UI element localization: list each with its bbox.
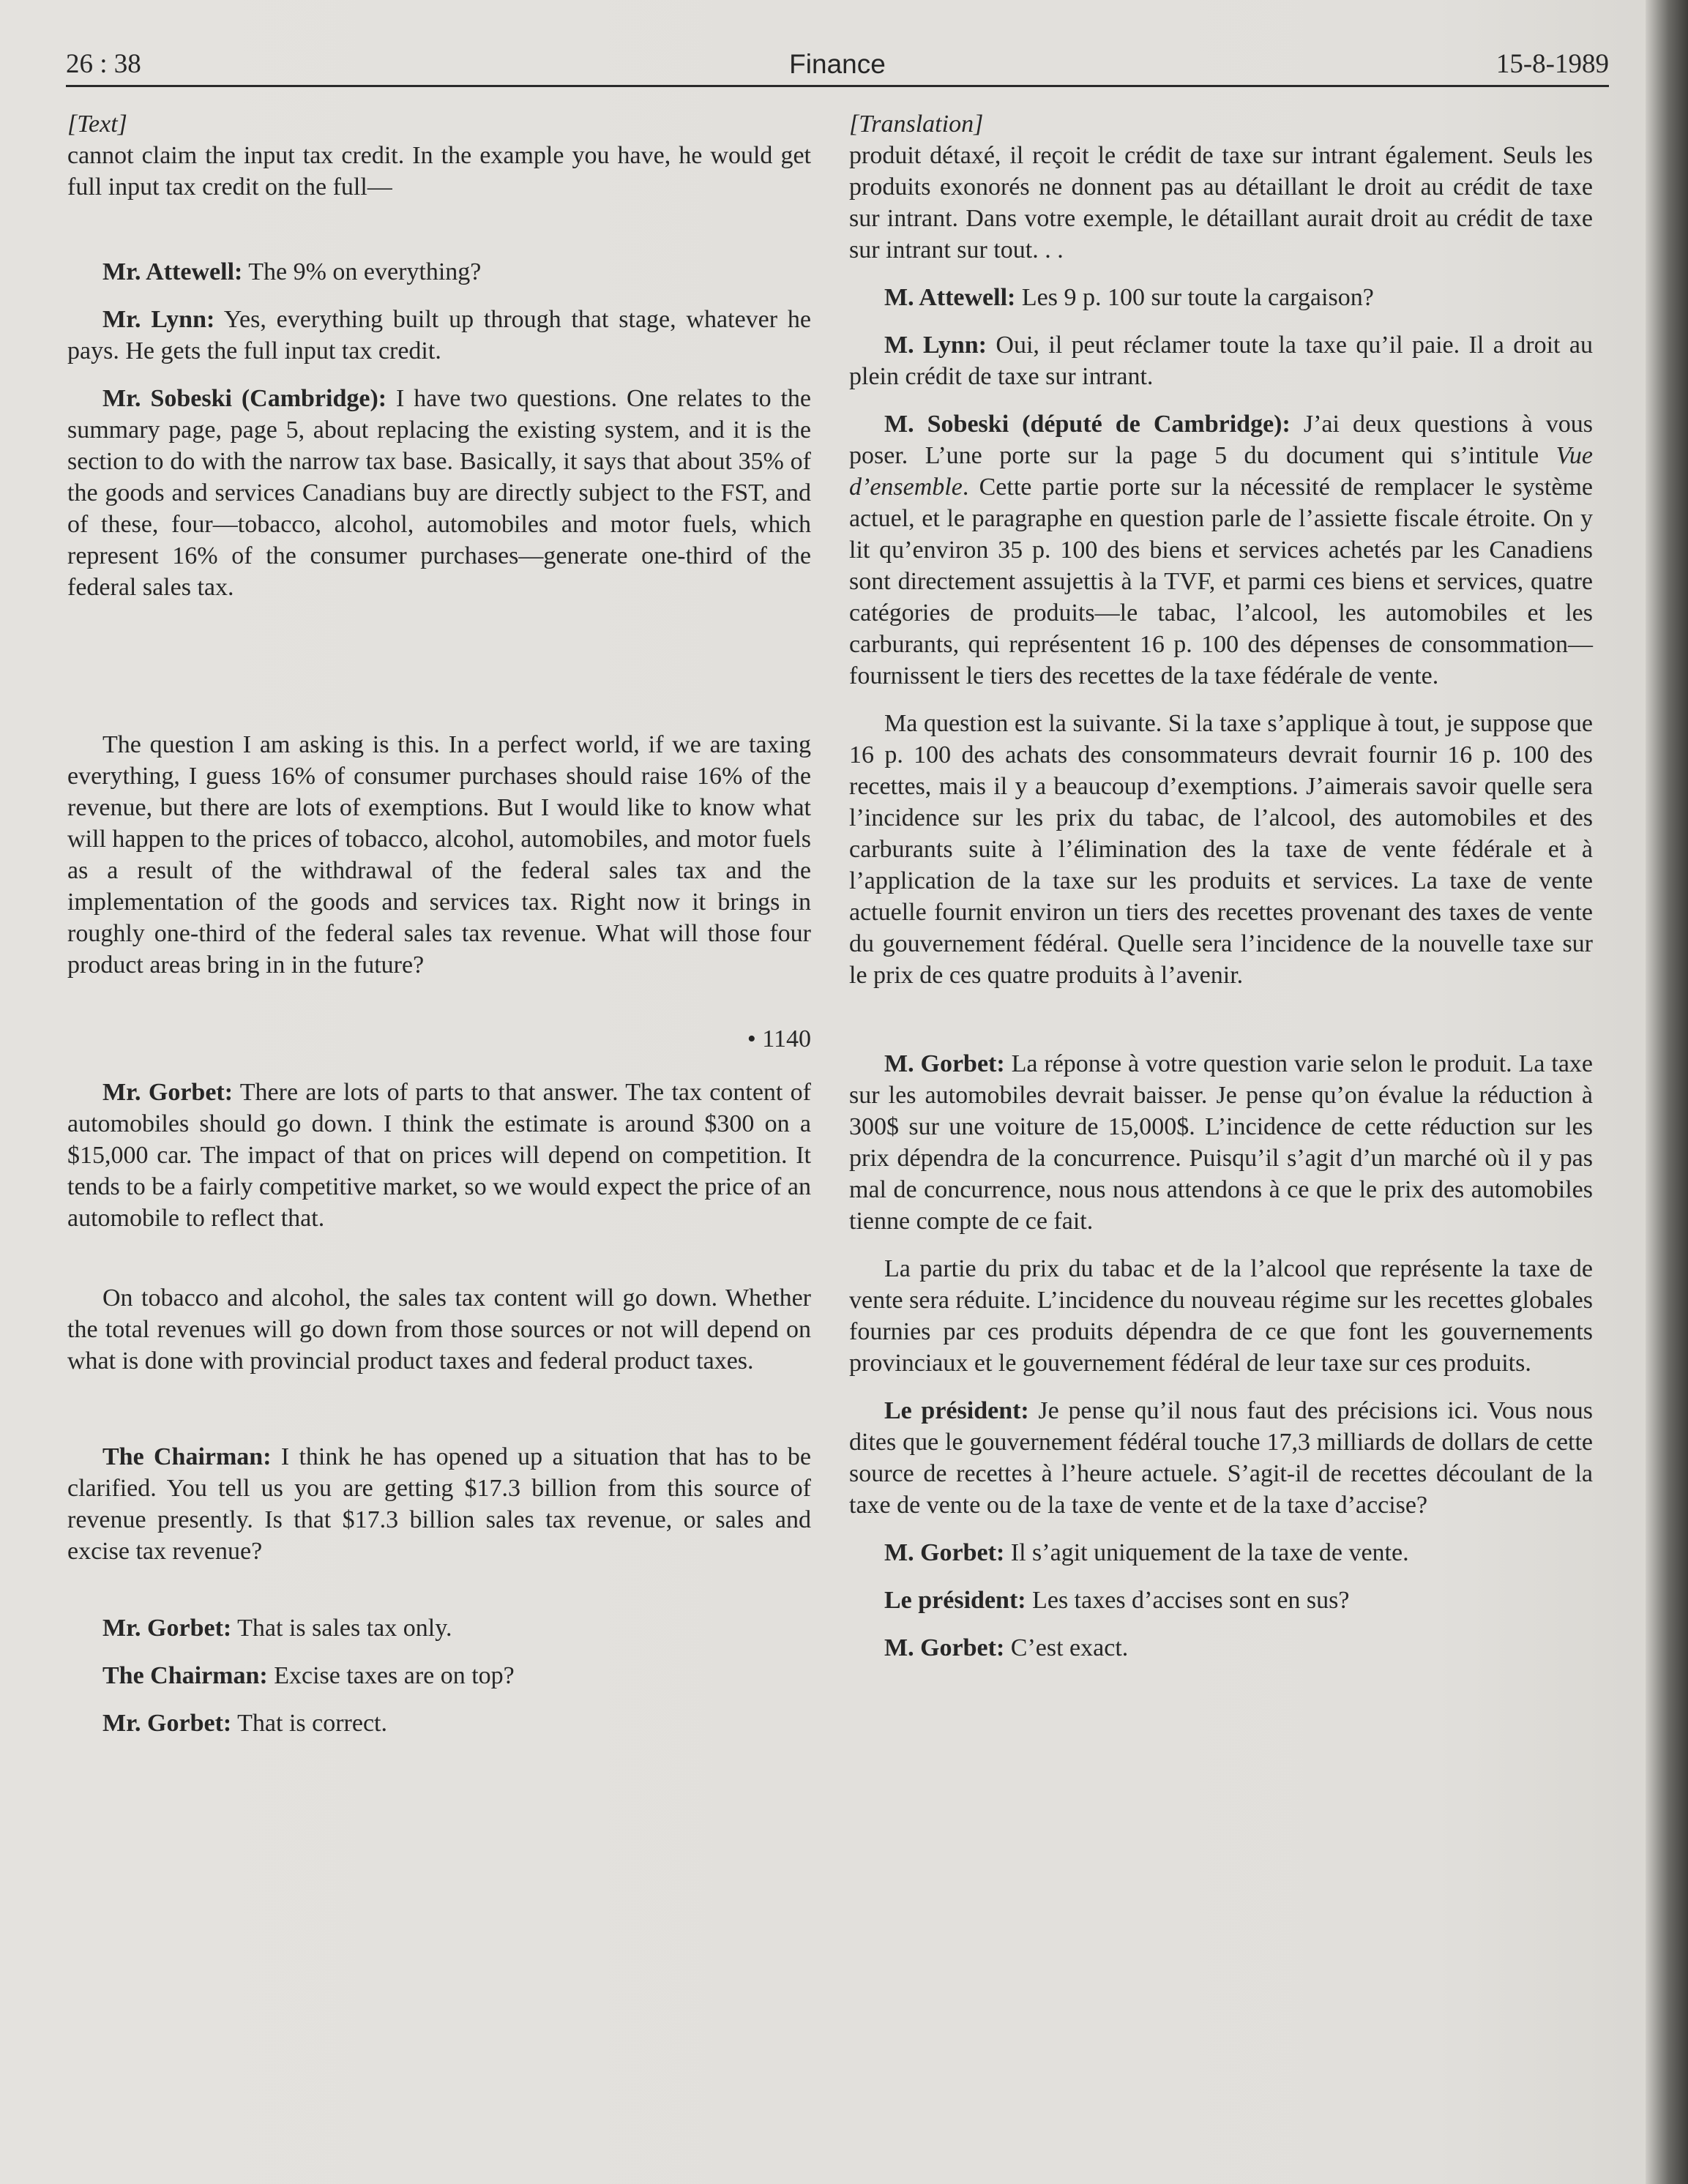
page-header: [66, 45, 1609, 83]
speech-text: Yes, everything built up through that stage, whatever he pays. He gets the full input tax credit.: [67, 306, 811, 364]
exchange-paragraph: [849, 1395, 1593, 1521]
speaker-name: Mr. Gorbet:: [102, 1615, 232, 1642]
exchange-paragraph: [67, 1441, 811, 1567]
time-marker: • 1140: [747, 1025, 811, 1052]
exchange-paragraph: [849, 1632, 1593, 1664]
speech-text: J’ai deux questions à vous poser. L’une porte sur la page 5 du document qui s’intitule: [849, 411, 1594, 469]
exchange-paragraph: [849, 708, 1593, 991]
speech-text: Je pense qu’il nous faut des précisions ici. Vous nous dites que le gouvernement fédéral touche 17,3 milliards de dollars de cette source de recettes à l’heure actuele. S’agit-il de recettes découlant de la taxe de vente ou de la taxe de vente et de la taxe d’accise?: [849, 1397, 1593, 1519]
speaker-name: Mr. Gorbet:: [102, 1710, 232, 1737]
speech-text: Excise taxes are on top?: [267, 1662, 515, 1689]
exchange-paragraph: [67, 729, 811, 981]
exchange-paragraph: [67, 1660, 811, 1691]
speech-text: I think he has opened up a situation that has to be clarified. You tell us you are getting $17.3 billion from this source of revenue presently. Is that $17.3 billion sales tax revenue, or sales and excise tax revenue?: [67, 1443, 812, 1565]
exchange-paragraph: [849, 1048, 1593, 1237]
speech-text: C’est exact.: [1004, 1634, 1129, 1661]
speaker-name: M. Attewell:: [884, 284, 1016, 311]
speaker-name: M. Gorbet:: [884, 1050, 1005, 1077]
speech-text: Il s’agit uniquement de la taxe de vente.: [1004, 1539, 1409, 1566]
speech-text: The question I am asking is this. In a perfect world, if we are taxing everything, I guess 16% of consumer purchases should raise 16% of the revenue, but there are lots of exemptions. But I would like to know what will happen to the prices of tobacco, alcohol, automobiles, and motor fuels as a result of the withdrawal of the federal sales tax and the implementation of the goods and services tax. Right now it brings in roughly one-third of the federal sales tax revenue. What will those four product areas bring in in the future?: [67, 731, 811, 979]
speaker-name: M. Gorbet:: [884, 1539, 1005, 1566]
speaker-name: Mr. Lynn:: [102, 306, 215, 333]
exchange-paragraph: [67, 1077, 811, 1234]
speech-text: La réponse à votre question varie selon le produit. La taxe sur les automobiles devrait baisser. Je pense qu’on évalue la réduction à 300$ sur une voiture de 15,000$. L’incidence de cette réduction sur les prix dépendra de la concurrence. Puisqu’il s’agit d’un marché où il y pas mal de concurrence, nous nous attendons à ce que le prix des automobiles tienne compte de ce fait.: [849, 1050, 1594, 1235]
speech-text: Les 9 p. 100 sur toute la cargaison?: [1015, 284, 1374, 311]
translation-tag: [Translation]: [849, 111, 984, 138]
speech-text: La partie du prix du tabac et de la l’alcool que représente la taxe de vente sera réduite. L’incidence du nouveau régime sur les recettes globales fournies par ces produits dépendra de ce que font les gouvernements provinciaux et le gouvernement fédéral de leur taxe sur ces produits.: [849, 1255, 1593, 1377]
english-column: [67, 102, 811, 1739]
speaker-name: Mr. Sobeski (Cambridge):: [102, 385, 387, 412]
page-number: 26 : 38: [66, 49, 141, 79]
speaker-name: Mr. Gorbet:: [102, 1079, 234, 1106]
speaker-name: The Chairman:: [102, 1443, 272, 1470]
speech-text: I have two questions. One relates to the summary page, page 5, about replacing the existing system, and it is the section to do with the narrow tax base. Basically, it says that about 35% of the goods and services Canadians buy are directly subject to the FST, and of these, four—tobacco, alcohol, automobiles and motor fuels, which represent 16% of the consumer purchases—generate one-third of the federal sales tax.: [67, 385, 811, 601]
exchange-paragraph: [67, 1708, 811, 1739]
speaker-name: Le président:: [884, 1587, 1026, 1614]
exchange-paragraph: [849, 329, 1593, 392]
exchange-paragraph: [67, 304, 811, 367]
exchange-paragraph: [849, 1537, 1593, 1568]
intro-paragraph: cannot claim the input tax credit. In the example you have, he would get full input tax credit on the full—: [67, 142, 811, 201]
exchange-paragraph: [849, 1253, 1593, 1379]
speaker-name: M. Sobeski (député de Cambridge):: [884, 411, 1291, 438]
speech-text: That is sales tax only.: [231, 1615, 452, 1642]
speech-text: Les taxes d’accises sont en sus?: [1026, 1587, 1350, 1614]
speech-text: Ma question est la suivante. Si la taxe s’applique à tout, je suppose que 16 p. 100 des achats des consommateurs devrait fournir 16 p. 100 des recettes, mais il y a beaucoup d’exemptions. J’aimerais savoir quelle sera l’incidence sur les prix du tabac, de l’alcool, des automobiles et des carburants suite à l’élimination des la taxe de vente fédérale et à l’application de la taxe sur les produits et services. La taxe de vente actuelle fournit environ un tiers des recettes provenant des taxes de vente du gouvernement fédéral. Quelle sera l’incidence de la nouvelle taxe sur le prix de ces quatre produits à l’avenir.: [849, 710, 1593, 989]
french-column: [849, 102, 1593, 1664]
speech-text: There are lots of parts to that answer. The tax content of automobiles should go down. I think the estimate is around $300 on a $15,000 car. The impact of that on prices will depend on competition. It tends to be a fairly competitive market, so we would expect the price of an automobile to reflect that.: [67, 1079, 811, 1232]
speech-text: The 9% on everything?: [242, 258, 482, 285]
speech-text: Oui, il peut réclamer toute la taxe qu’il paie. Il a droit au plein crédit de taxe sur intrant.: [849, 332, 1593, 390]
exchange-paragraph: [67, 1282, 811, 1377]
speech-text: That is correct.: [231, 1710, 387, 1737]
speaker-name: M. Lynn:: [884, 332, 987, 359]
exchange-paragraph: [849, 408, 1593, 692]
exchange-paragraph: [849, 282, 1593, 313]
exchange-paragraph: [67, 383, 811, 603]
committee-name: Finance: [789, 49, 886, 79]
sitting-date: 15-8-1989: [1495, 49, 1609, 79]
exchange-paragraph: [67, 1612, 811, 1644]
binding-edge: [1646, 0, 1688, 2184]
speaker-name: M. Gorbet:: [884, 1634, 1005, 1661]
text-tag: [Text]: [67, 111, 127, 138]
header-rule: [66, 85, 1609, 87]
exchange-paragraph: [849, 1585, 1593, 1616]
speech-text: . Cette partie porte sur la nécessité de remplacer le système actuel, et le paragraphe en question parle de l’assiette fiscale étroite. On y lit qu’environ 35 p. 100 des biens et services achetés par les Canadiens sont directement assujettis à la TVF, et parmi ces biens et services, quatre catégories de produits—le tabac, l’alcool, les automobiles et les carburants, qui représentent 16 p. 100 des dépenses de consommation—fournissent le tiers des recettes de la taxe fédérale de vente.: [849, 474, 1593, 689]
speech-text: On tobacco and alcohol, the sales tax content will go down. Whether the total revenues will go down from those sources or not will depend on what is done with provincial product taxes and federal product taxes.: [67, 1284, 811, 1375]
speaker-name: The Chairman:: [102, 1662, 268, 1689]
speaker-name: Le président:: [884, 1397, 1029, 1424]
speaker-name: Mr. Attewell:: [102, 258, 243, 285]
exchange-paragraph: [67, 256, 811, 288]
document-title: Vue d’ensemble: [849, 442, 1593, 501]
intro-paragraph: produit détaxé, il reçoit le crédit de taxe sur intrant également. Seuls les produits exonorés ne donnent pas au détaillant le droit au crédit de taxe sur intrant. Dans votre exemple, le détaillant aurait droit au crédit de taxe sur intrant sur tout. . .: [849, 142, 1593, 263]
